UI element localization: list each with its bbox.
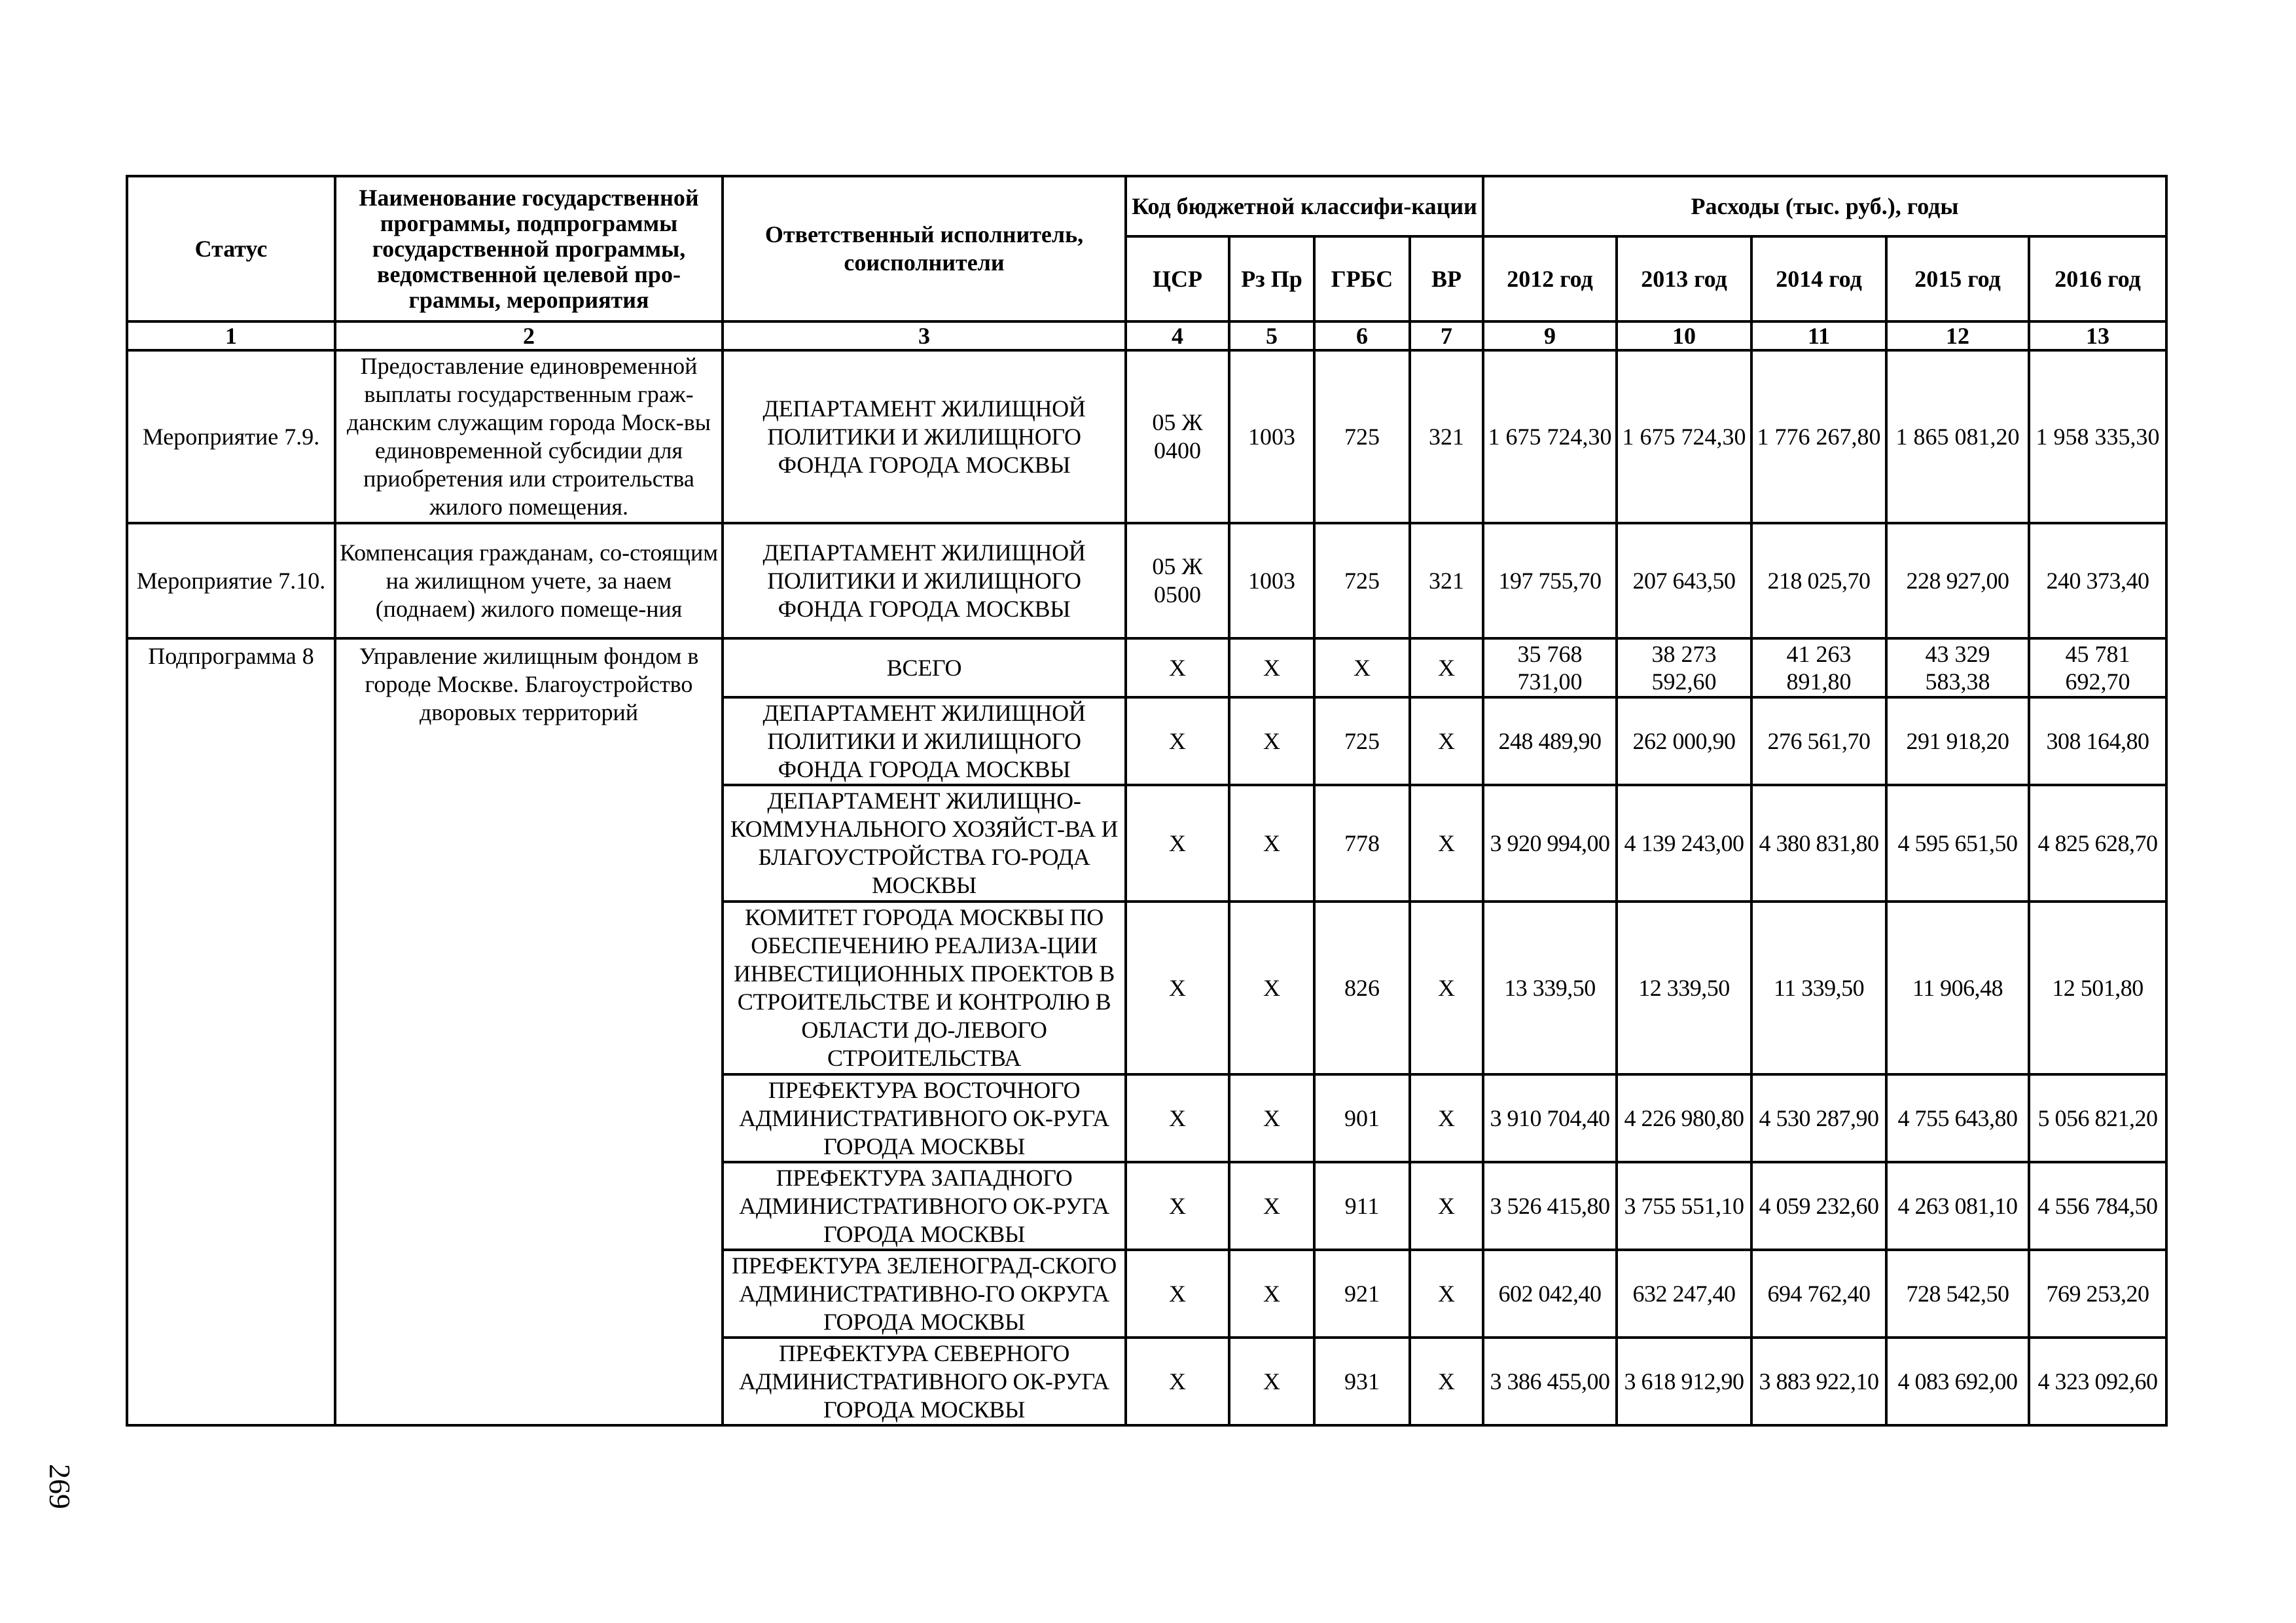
row-value-2013: 4 226 980,80: [1617, 1074, 1751, 1162]
row-grbs: 931: [1314, 1338, 1410, 1425]
row-executor: ДЕПАРТАМЕНТ ЖИЛИЩНОЙ ПОЛИТИКИ И ЖИЛИЩНОГО ФОНДА ГОРОДА МОСКВЫ: [723, 350, 1126, 523]
row-value-2016: 308 164,80: [2029, 697, 2166, 785]
row-csr: X: [1126, 1338, 1229, 1425]
row-vr: X: [1410, 1074, 1483, 1162]
row-value-2013: 1 675 724,30: [1617, 350, 1751, 523]
row-value-2014: 4 380 831,80: [1751, 785, 1886, 902]
row-value-2014: 3 883 922,10: [1751, 1338, 1886, 1425]
header-year-2015: 2015 год: [1886, 236, 2029, 321]
row-value-2014: 1 776 267,80: [1751, 350, 1886, 523]
row-csr: X: [1126, 697, 1229, 785]
row-value-2013: 4 139 243,00: [1617, 785, 1751, 902]
column-number: 13: [2029, 321, 2166, 350]
column-number: 1: [127, 321, 335, 350]
row-value-2012: 602 042,40: [1483, 1250, 1617, 1338]
row-value-2012: 3 386 455,00: [1483, 1338, 1617, 1425]
row-rzpr: X: [1229, 1250, 1314, 1338]
row-value-2016: 4 556 784,50: [2029, 1162, 2166, 1250]
row-value-2016: 769 253,20: [2029, 1250, 2166, 1338]
row-csr: X: [1126, 902, 1229, 1074]
row-name: Компенсация гражданам, со-стоящим на жилищном учете, за наем (поднаем) жилого помеще-ния: [335, 523, 723, 638]
row-value-2014: 41 263 891,80: [1751, 638, 1886, 697]
row-value-2013: 3 755 551,10: [1617, 1162, 1751, 1250]
row-value-2013: 38 273 592,60: [1617, 638, 1751, 697]
row-rzpr: X: [1229, 1338, 1314, 1425]
table-row: [127, 523, 2166, 638]
row-grbs: 778: [1314, 785, 1410, 902]
row-grbs: 725: [1314, 350, 1410, 523]
header-year-2014: 2014 год: [1751, 236, 1886, 321]
row-value-2015: 228 927,00: [1886, 523, 2029, 638]
row-rzpr: 1003: [1229, 523, 1314, 638]
row-vr: 321: [1410, 350, 1483, 523]
column-number: 3: [723, 321, 1126, 350]
row-name: Предоставление единовременной выплаты государственным граж-данским служащим города Моск-вы единовременной субсидии для приобретения или строительства жилого помещения.: [335, 350, 723, 523]
header-status: Статус: [127, 176, 335, 321]
table-row: [127, 638, 2166, 697]
header-year-2016: 2016 год: [2029, 236, 2166, 321]
row-executor: ПРЕФЕКТУРА ЗЕЛЕНОГРАД-СКОГО АДМИНИСТРАТИВНО-ГО ОКРУГА ГОРОДА МОСКВЫ: [723, 1250, 1126, 1338]
row-value-2012: 1 675 724,30: [1483, 350, 1617, 523]
row-value-2015: 4 263 081,10: [1886, 1162, 2029, 1250]
header-rzpr: Рз Пр: [1229, 236, 1314, 321]
row-rzpr: 1003: [1229, 350, 1314, 523]
row-grbs: 911: [1314, 1162, 1410, 1250]
row-executor: ПРЕФЕКТУРА ВОСТОЧНОГО АДМИНИСТРАТИВНОГО ОК-РУГА ГОРОДА МОСКВЫ: [723, 1074, 1126, 1162]
row-executor: ДЕПАРТАМЕНТ ЖИЛИЩНОЙ ПОЛИТИКИ И ЖИЛИЩНОГО ФОНДА ГОРОДА МОСКВЫ: [723, 697, 1126, 785]
row-rzpr: X: [1229, 785, 1314, 902]
row-value-2016: 240 373,40: [2029, 523, 2166, 638]
header-year-2012: 2012 год: [1483, 236, 1617, 321]
header-expenses: Расходы (тыс. руб.), годы: [1483, 176, 2166, 236]
row-value-2012: 197 755,70: [1483, 523, 1617, 638]
row-rzpr: X: [1229, 697, 1314, 785]
column-number-row: [127, 321, 2166, 350]
row-value-2016: 4 323 092,60: [2029, 1338, 2166, 1425]
row-csr: X: [1126, 638, 1229, 697]
column-number: 2: [335, 321, 723, 350]
column-number: 12: [1886, 321, 2029, 350]
row-executor: ДЕПАРТАМЕНТ ЖИЛИЩНО-КОММУНАЛЬНОГО ХОЗЯЙСТ-ВА И БЛАГОУСТРОЙСТВА ГО-РОДА МОСКВЫ: [723, 785, 1126, 902]
subprogram-status: Подпрограмма 8: [127, 638, 335, 1425]
row-rzpr: X: [1229, 1074, 1314, 1162]
row-vr: X: [1410, 1162, 1483, 1250]
row-grbs: 725: [1314, 697, 1410, 785]
row-rzpr: X: [1229, 638, 1314, 697]
header-csr: ЦСР: [1126, 236, 1229, 321]
row-value-2015: 1 865 081,20: [1886, 350, 2029, 523]
row-value-2012: 248 489,90: [1483, 697, 1617, 785]
row-value-2015: 4 083 692,00: [1886, 1338, 2029, 1425]
row-value-2015: 4 755 643,80: [1886, 1074, 2029, 1162]
row-vr: X: [1410, 638, 1483, 697]
row-grbs: X: [1314, 638, 1410, 697]
row-rzpr: X: [1229, 902, 1314, 1074]
column-number: 10: [1617, 321, 1751, 350]
row-executor: ДЕПАРТАМЕНТ ЖИЛИЩНОЙ ПОЛИТИКИ И ЖИЛИЩНОГО ФОНДА ГОРОДА МОСКВЫ: [723, 523, 1126, 638]
row-csr: X: [1126, 1250, 1229, 1338]
row-grbs: 826: [1314, 902, 1410, 1074]
row-value-2012: 3 526 415,80: [1483, 1162, 1617, 1250]
row-executor: ВСЕГО: [723, 638, 1126, 697]
row-grbs: 901: [1314, 1074, 1410, 1162]
row-executor: ПРЕФЕКТУРА СЕВЕРНОГО АДМИНИСТРАТИВНОГО ОК-РУГА ГОРОДА МОСКВЫ: [723, 1338, 1126, 1425]
header-executor: Ответственный исполнитель, соисполнители: [723, 176, 1126, 321]
row-vr: X: [1410, 697, 1483, 785]
row-status: Мероприятие 7.9.: [127, 350, 335, 523]
row-csr: X: [1126, 1162, 1229, 1250]
row-csr: X: [1126, 1074, 1229, 1162]
row-vr: X: [1410, 902, 1483, 1074]
row-grbs: 725: [1314, 523, 1410, 638]
row-value-2014: 11 339,50: [1751, 902, 1886, 1074]
header-vr: ВР: [1410, 236, 1483, 321]
row-value-2015: 728 542,50: [1886, 1250, 2029, 1338]
row-value-2015: 291 918,20: [1886, 697, 2029, 785]
subprogram-name: Управление жилищным фондом в городе Москве. Благоустройство дворовых территорий: [335, 638, 723, 1425]
row-value-2015: 4 595 651,50: [1886, 785, 2029, 902]
header-budget-code: Код бюджетной классифи-кации: [1126, 176, 1483, 236]
column-number: 6: [1314, 321, 1410, 350]
column-number: 4: [1126, 321, 1229, 350]
row-vr: X: [1410, 1338, 1483, 1425]
row-value-2014: 218 025,70: [1751, 523, 1886, 638]
row-value-2015: 43 329 583,38: [1886, 638, 2029, 697]
row-value-2013: 632 247,40: [1617, 1250, 1751, 1338]
row-value-2014: 4 530 287,90: [1751, 1074, 1886, 1162]
header-year-2013: 2013 год: [1617, 236, 1751, 321]
row-executor: ПРЕФЕКТУРА ЗАПАДНОГО АДМИНИСТРАТИВНОГО ОК-РУГА ГОРОДА МОСКВЫ: [723, 1162, 1126, 1250]
row-value-2014: 4 059 232,60: [1751, 1162, 1886, 1250]
row-value-2013: 12 339,50: [1617, 902, 1751, 1074]
row-value-2012: 13 339,50: [1483, 902, 1617, 1074]
row-status: Мероприятие 7.10.: [127, 523, 335, 638]
row-csr: 05 Ж 0400: [1126, 350, 1229, 523]
column-number: 5: [1229, 321, 1314, 350]
row-value-2014: 694 762,40: [1751, 1250, 1886, 1338]
row-grbs: 921: [1314, 1250, 1410, 1338]
column-number: 9: [1483, 321, 1617, 350]
row-value-2016: 45 781 692,70: [2029, 638, 2166, 697]
column-number: 11: [1751, 321, 1886, 350]
row-csr: 05 Ж 0500: [1126, 523, 1229, 638]
header-grbs: ГРБС: [1314, 236, 1410, 321]
row-value-2013: 3 618 912,90: [1617, 1338, 1751, 1425]
row-rzpr: X: [1229, 1162, 1314, 1250]
budget-table: [126, 175, 2168, 1427]
row-value-2016: 4 825 628,70: [2029, 785, 2166, 902]
header-name: Наименование государственной программы, подпрограммы государственной программы, ведомственной целевой про-граммы, мероприятия: [335, 176, 723, 321]
row-vr: X: [1410, 1250, 1483, 1338]
table-row: [127, 350, 2166, 523]
row-vr: 321: [1410, 523, 1483, 638]
row-csr: X: [1126, 785, 1229, 902]
column-number: 7: [1410, 321, 1483, 350]
row-value-2012: 35 768 731,00: [1483, 638, 1617, 697]
row-value-2016: 5 056 821,20: [2029, 1074, 2166, 1162]
row-executor: КОМИТЕТ ГОРОДА МОСКВЫ ПО ОБЕСПЕЧЕНИЮ РЕАЛИЗА-ЦИИ ИНВЕСТИЦИОННЫХ ПРОЕКТОВ В СТРОИТЕЛЬСТВЕ И КОНТРОЛЮ В ОБЛАСТИ ДО-ЛЕВОГО СТРОИТЕЛЬСТВА: [723, 902, 1126, 1074]
row-value-2013: 262 000,90: [1617, 697, 1751, 785]
page-number: 269: [43, 1464, 77, 1509]
row-vr: X: [1410, 785, 1483, 902]
row-value-2012: 3 910 704,40: [1483, 1074, 1617, 1162]
row-value-2012: 3 920 994,00: [1483, 785, 1617, 902]
row-value-2013: 207 643,50: [1617, 523, 1751, 638]
row-value-2016: 1 958 335,30: [2029, 350, 2166, 523]
row-value-2015: 11 906,48: [1886, 902, 2029, 1074]
row-value-2016: 12 501,80: [2029, 902, 2166, 1074]
row-value-2014: 276 561,70: [1751, 697, 1886, 785]
